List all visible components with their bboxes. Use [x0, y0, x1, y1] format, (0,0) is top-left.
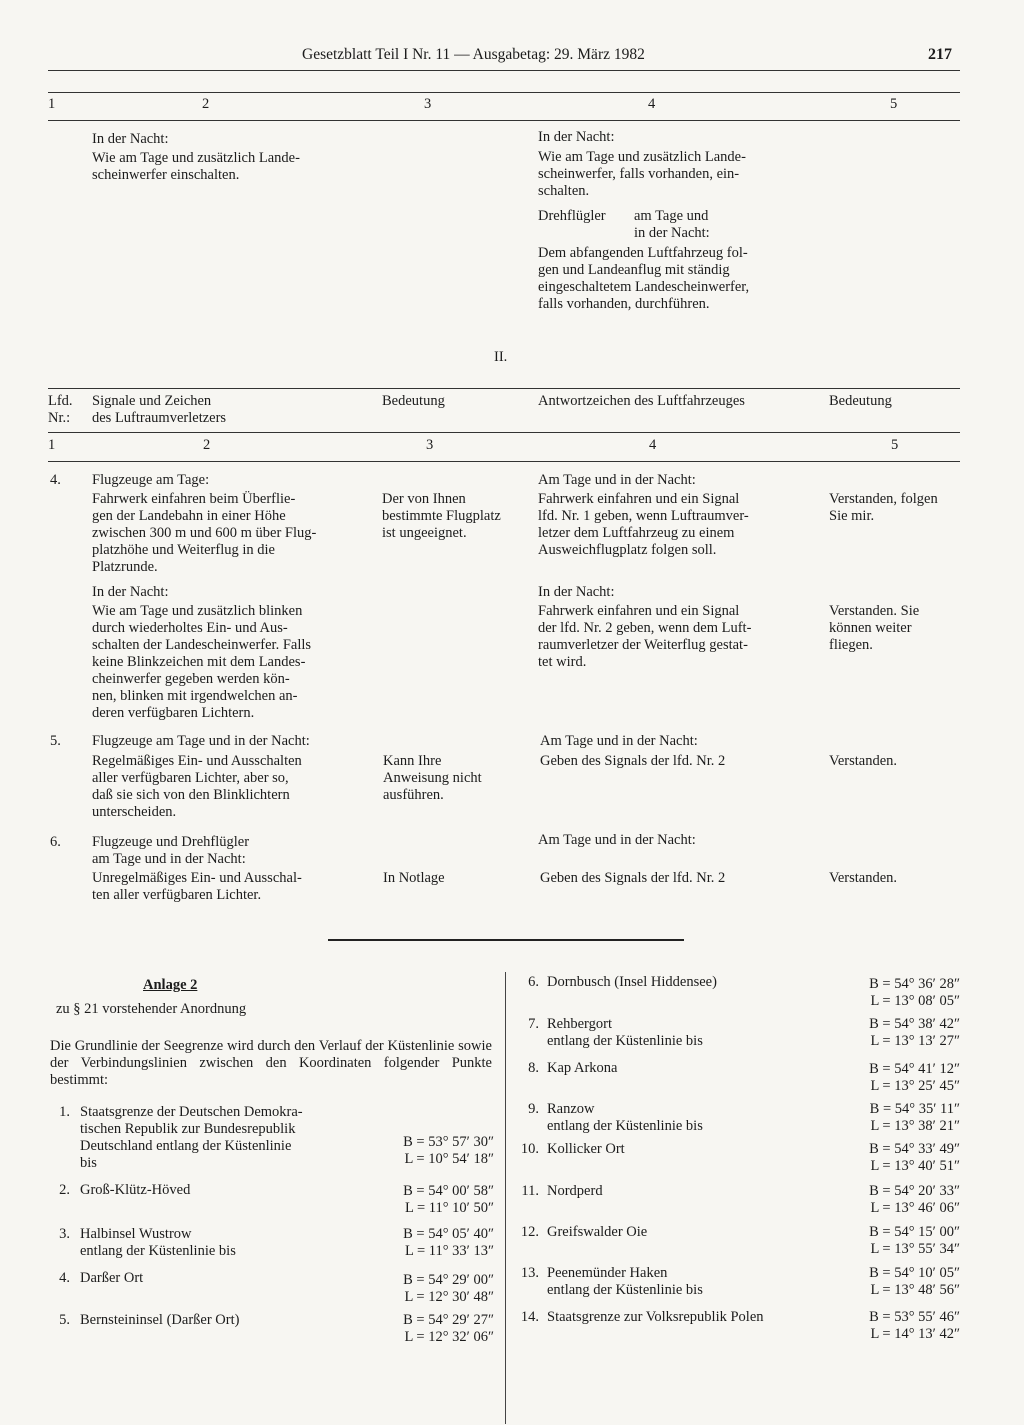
point-number: 4. [59, 1270, 70, 1286]
row-signal-title: Flugzeuge am Tage: [92, 472, 210, 488]
row-answer-text: Geben des Signals der lfd. Nr. 2 [540, 753, 726, 769]
section-separator [328, 939, 684, 941]
top-col4-drehfluegler-label: Drehflügler [538, 208, 606, 224]
anlage-subtitle: zu § 21 vorstehender Anordnung [56, 1001, 247, 1017]
point-coordinates: B = 54° 41′ 12″ L = 13° 25′ 45″ [869, 1061, 960, 1094]
point-coordinates: B = 54° 00′ 58″ L = 11° 10′ 50″ [403, 1183, 494, 1216]
point-number: 1. [59, 1104, 70, 1120]
section-two-rule-top [48, 388, 960, 389]
row-signal-title: Flugzeuge am Tage und in der Nacht: [92, 733, 310, 749]
row-number: 4. [50, 472, 61, 488]
point-text: Dornbusch (Insel Hiddensee) [547, 974, 717, 990]
top-col4-drehfluegler-when: am Tage und in der Nacht: [634, 208, 710, 241]
top-table-rule-top [48, 92, 960, 93]
header-lfd-nr: Lfd. Nr.: [48, 393, 73, 426]
top-table-column-numbers [48, 96, 960, 114]
row-meaning: Der von Ihnen bestimmte Flugplatz ist ungeeignet. [382, 491, 501, 541]
point-number: 5. [59, 1312, 70, 1328]
page-number: 217 [928, 46, 952, 63]
section-two-column-numbers [48, 437, 960, 455]
row-answer-title-night: In der Nacht: [538, 584, 615, 600]
section-two-rule-numbers [48, 461, 960, 462]
point-coordinates: B = 53° 57′ 30″ L = 10° 54′ 18″ [403, 1134, 494, 1167]
row-signal-text: Unregelmäßiges Ein- und Ausschal- ten aller verfügbaren Lichter. [92, 870, 302, 903]
header-bedeutung-1: Bedeutung [382, 393, 445, 409]
row-answer-title: Am Tage und in der Nacht: [538, 472, 696, 488]
point-coordinates: B = 54° 20′ 33″ L = 13° 46′ 06″ [869, 1183, 960, 1216]
left-points-list [50, 1104, 500, 1404]
point-number: 2. [59, 1182, 70, 1198]
top-col4-text: Wie am Tage und zusätzlich Lande- scheinwerfer, falls vorhanden, ein- schalten. [538, 149, 746, 199]
top-col4-drehfluegler-text: Dem abfangenden Luftfahrzeug fol- gen und Landeanflug mit ständig eingeschaltetem Landescheinwerfer, falls vorhanden, durchführen. [538, 245, 750, 312]
point-text: Nordperd [547, 1183, 603, 1199]
col-number-4: 4 [649, 437, 657, 453]
point-coordinates: B = 54° 35′ 11″ L = 13° 38′ 21″ [869, 1101, 960, 1134]
row-response-meaning: Verstanden, folgen Sie mir. [829, 491, 938, 524]
column-divider [505, 972, 506, 1424]
point-number: 9. [528, 1101, 539, 1117]
point-coordinates: B = 54° 36′ 28″ L = 13° 08′ 05″ [869, 976, 960, 1009]
point-coordinates: B = 54° 29′ 00″ L = 12° 30′ 48″ [403, 1272, 494, 1305]
point-coordinates: B = 54° 38′ 42″ L = 13° 13′ 27″ [869, 1016, 960, 1049]
row-number: 6. [50, 834, 61, 850]
row-signal-text: Fahrwerk einfahren beim Überflie- gen der Landebahn in einer Höhe zwischen 300 m und 600 m über Flug- platzhöhe und Weiterflug in die Platzrunde. [92, 491, 317, 575]
point-text: Staatsgrenze der Deutschen Demokra- tischen Republik zur Bundesrepublik Deutschland entlang der Küstenlinie bis [80, 1104, 303, 1171]
anlage-intro: Die Grundlinie der Seegrenze wird durch den Verlauf der Küstenlinie sowie der Verbindungslinien zwischen den Koordinaten folgender Punkte bestimmt: [50, 1038, 492, 1088]
row-answer-text-night: Fahrwerk einfahren und ein Signal der lfd. Nr. 2 geben, wenn dem Luft- raumverletzer der Weiterflug gestat- tet wird. [538, 603, 752, 670]
col-number-2: 2 [203, 437, 211, 453]
point-number: 6. [528, 974, 539, 990]
top-col2-text: Wie am Tage und zusätzlich Lande- scheinwerfer einschalten. [92, 150, 300, 183]
point-number: 7. [528, 1016, 539, 1032]
point-text: Halbinsel Wustrow entlang der Küstenlinie bis [80, 1226, 236, 1259]
point-number: 13. [520, 1265, 539, 1281]
point-coordinates: B = 54° 05′ 40″ L = 11° 33′ 13″ [403, 1226, 494, 1259]
row-signal-text: Regelmäßiges Ein- und Ausschalten aller verfügbaren Lichter, aber so, daß sie sich von den Blinklichtern unterscheiden. [92, 753, 302, 820]
row-answer-title: Am Tage und in der Nacht: [540, 733, 698, 749]
header-signale: Signale und Zeichen des Luftraumverletzers [92, 393, 227, 426]
point-text: Peenemünder Haken entlang der Küstenlinie bis [547, 1265, 703, 1298]
right-points-list [510, 974, 962, 1414]
col-number-2: 2 [202, 96, 210, 112]
top-col4-heading: In der Nacht: [538, 129, 615, 145]
point-text: Kollicker Ort [547, 1141, 625, 1157]
point-number: 11. [521, 1183, 539, 1199]
point-coordinates: B = 54° 10′ 05″ L = 13° 48′ 56″ [869, 1265, 960, 1298]
row-answer-text: Fahrwerk einfahren und ein Signal lfd. Nr. 1 geben, wenn Luftraumver- letzer dem Luftfahrzeug zu einem Ausweichflugplatz folgen soll. [538, 491, 749, 558]
point-coordinates: B = 53° 55′ 46″ L = 14° 13′ 42″ [869, 1309, 960, 1342]
col-number-5: 5 [890, 96, 898, 112]
col-number-3: 3 [424, 96, 432, 112]
point-coordinates: B = 54° 33′ 49″ L = 13° 40′ 51″ [869, 1141, 960, 1174]
header-bedeutung-2: Bedeutung [829, 393, 892, 409]
point-text: Kap Arkona [547, 1060, 618, 1076]
page-header-title: Gesetzblatt Teil I Nr. 11 — Ausgabetag: 29. März 1982 [302, 46, 645, 63]
col-number-3: 3 [426, 437, 434, 453]
row-response-meaning-night: Verstanden. Sie können weiter fliegen. [829, 603, 920, 653]
point-text: Bernsteininsel (Darßer Ort) [80, 1312, 240, 1328]
row-response-meaning: Verstanden. [829, 870, 898, 886]
col-number-1: 1 [48, 96, 56, 112]
col-number-5: 5 [891, 437, 899, 453]
point-number: 14. [520, 1309, 539, 1325]
row-signal-title-night: In der Nacht: [92, 584, 169, 600]
point-number: 12. [520, 1224, 539, 1240]
point-coordinates: B = 54° 15′ 00″ L = 13° 55′ 34″ [869, 1224, 960, 1257]
row-meaning: In Notlage [383, 870, 445, 886]
row-meaning: Kann Ihre Anweisung nicht ausführen. [383, 753, 482, 803]
point-number: 10. [520, 1141, 539, 1157]
point-text: Ranzow entlang der Küstenlinie bis [547, 1101, 703, 1134]
point-number: 8. [528, 1060, 539, 1076]
row-answer-text: Geben des Signals der lfd. Nr. 2 [540, 870, 726, 886]
header-rule [48, 70, 960, 71]
anlage-title: Anlage 2 [143, 977, 198, 993]
point-coordinates: B = 54° 29′ 27″ L = 12° 32′ 06″ [403, 1312, 494, 1345]
point-text: Groß-Klütz-Höved [80, 1182, 191, 1198]
point-text: Greifswalder Oie [547, 1224, 648, 1240]
header-antwortzeichen: Antwortzeichen des Luftfahrzeuges [538, 393, 745, 409]
point-text: Darßer Ort [80, 1270, 144, 1286]
col-number-1: 1 [48, 437, 56, 453]
top-table-rule-mid [48, 120, 960, 121]
row-answer-title: Am Tage und in der Nacht: [538, 832, 696, 848]
point-number: 3. [59, 1226, 70, 1242]
row-signal-text-night: Wie am Tage und zusätzlich blinken durch wiederholtes Ein- und Aus- schalten der Landescheinwerfer. Falls keine Blinkzeichen mit dem Landes- cheinwerfer gegeben werden kön- nen, blinken mit irgendwelchen an- deren verfügbaren Lichtern. [92, 603, 312, 721]
section-roman-numeral: II. [494, 349, 508, 365]
row-number: 5. [50, 733, 61, 749]
point-text: Staatsgrenze zur Volksrepublik Polen [547, 1309, 764, 1325]
col-number-4: 4 [648, 96, 656, 112]
top-col2-heading: In der Nacht: [92, 131, 169, 147]
point-text: Rehbergort entlang der Küstenlinie bis [547, 1016, 703, 1049]
row-signal-title: Flugzeuge und Drehflügler am Tage und in der Nacht: [92, 834, 250, 867]
row-response-meaning: Verstanden. [829, 753, 898, 769]
section-two-rule-header [48, 432, 960, 433]
